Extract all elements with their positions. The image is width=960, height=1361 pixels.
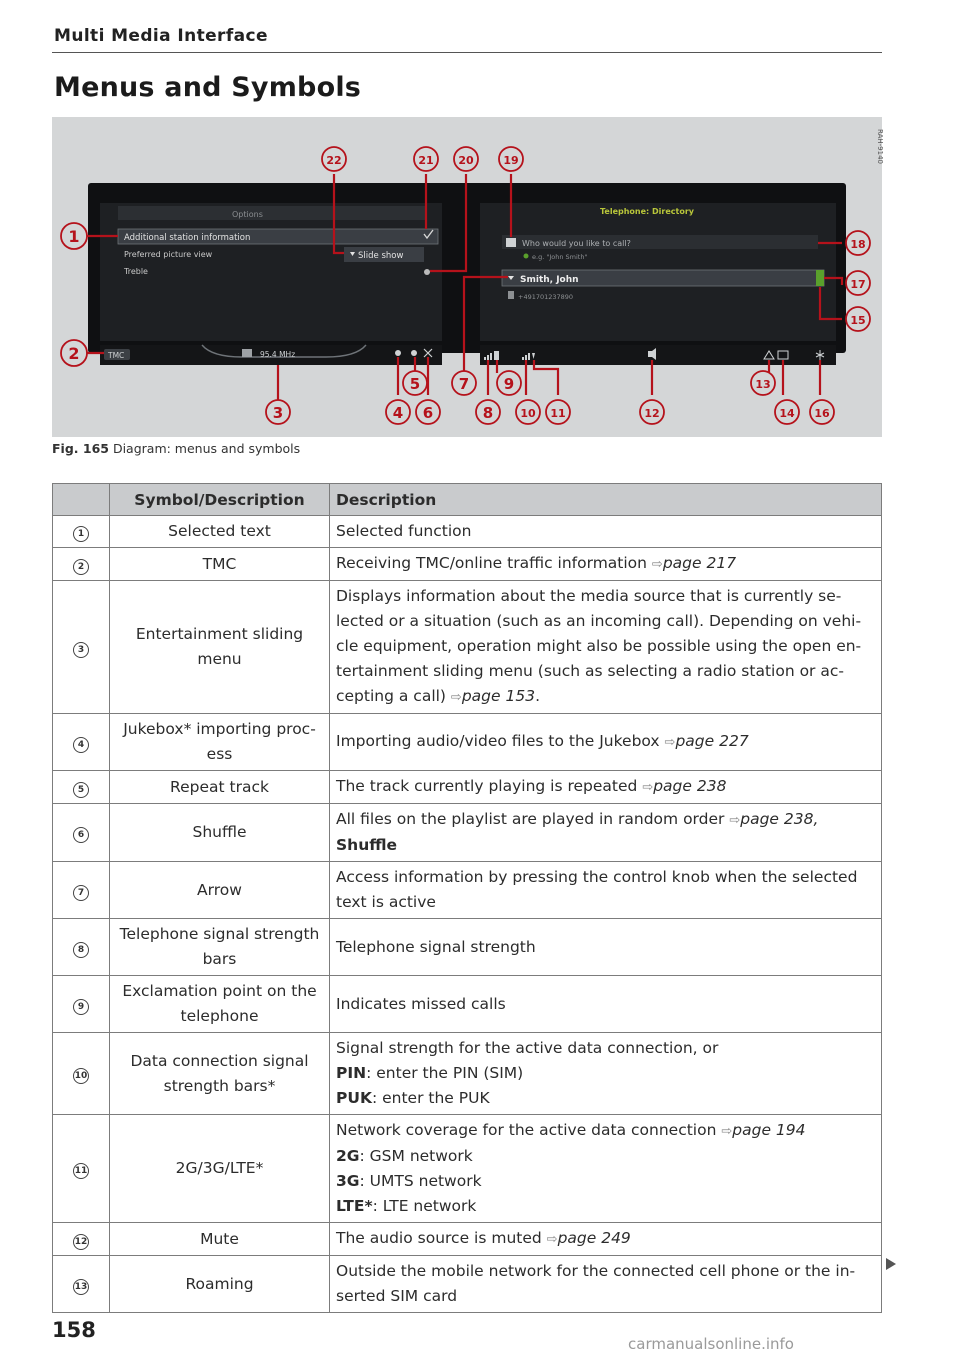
contact-name: Smith, John	[520, 275, 579, 285]
scroll-indicator	[816, 270, 824, 286]
symbol-name: Jukebox* importing proc-ess	[110, 714, 330, 771]
watermark: carmanualsonline.info	[628, 1335, 794, 1353]
symbol-name: TMC	[110, 548, 330, 581]
table-row	[53, 714, 882, 771]
term-label: 3G	[336, 1172, 360, 1190]
term-label: PUK	[336, 1089, 372, 1107]
row-number	[53, 771, 110, 804]
symbol-name: Arrow	[110, 862, 330, 919]
page-ref-link[interactable]: page 194	[732, 1121, 806, 1139]
options-title: Options	[232, 210, 263, 219]
svg-text:14: 14	[779, 407, 795, 420]
svg-text:5: 5	[409, 375, 421, 393]
figure-diagram	[52, 117, 882, 437]
header-num	[53, 484, 110, 516]
mobile-icon	[508, 291, 514, 299]
svg-text:11: 11	[550, 407, 566, 420]
callout-22	[322, 147, 346, 171]
callout-number-icon: 2	[73, 559, 89, 575]
callout-number-icon: 5	[73, 782, 89, 798]
svg-text:12: 12	[644, 407, 660, 420]
page-ref-arrow-icon: ⇨	[546, 1232, 558, 1247]
callout-number-icon: 1	[73, 526, 89, 542]
symbol-description	[330, 771, 882, 804]
callout-number-icon: 4	[73, 737, 89, 753]
row-number	[53, 581, 110, 714]
callout-14	[775, 400, 799, 424]
row-number	[53, 804, 110, 862]
callout-16	[810, 400, 834, 424]
symbol-name: Repeat track	[110, 771, 330, 804]
svg-text:19: 19	[503, 154, 519, 167]
symbol-description	[330, 1223, 882, 1256]
row-number	[53, 1256, 110, 1313]
symbol-description	[330, 976, 882, 1033]
row-number	[53, 976, 110, 1033]
description-text: Importing audio/video files to the Jukebox	[336, 732, 660, 750]
knob-icon	[424, 269, 430, 275]
svg-text:7: 7	[458, 375, 470, 393]
term-label: LTE*	[336, 1197, 373, 1215]
symbol-description	[330, 714, 882, 771]
callout-5	[403, 371, 427, 395]
term-label: 2G	[336, 1147, 360, 1165]
page-ref-arrow-icon: ⇨	[651, 557, 663, 572]
symbol-name: 2G/3G/LTE*	[110, 1115, 330, 1223]
ref-suffix: .	[535, 687, 540, 705]
menu-item-2: Preferred picture view	[124, 250, 213, 259]
row-number	[53, 1115, 110, 1223]
symbol-name: Roaming	[110, 1256, 330, 1313]
symbol-name: Exclamation point on the telephone	[110, 976, 330, 1033]
description-text: Receiving TMC/online traffic information	[336, 554, 647, 572]
table-row	[53, 804, 882, 862]
callout-17	[846, 271, 870, 295]
term-text: : enter the PUK	[371, 1089, 490, 1107]
row-number	[53, 919, 110, 976]
section-title: Multi Media Interface	[54, 26, 268, 46]
menus-symbols-diagram	[52, 117, 882, 437]
svg-text:15: 15	[850, 314, 866, 327]
page-title: Menus and Symbols	[54, 72, 362, 103]
symbol-name: Data connection signal strength bars*	[110, 1033, 330, 1115]
symbol-description	[330, 862, 882, 919]
svg-text:8: 8	[482, 404, 494, 422]
svg-text:20: 20	[458, 154, 474, 167]
callout-4	[386, 400, 410, 424]
callout-2	[61, 340, 87, 366]
bold-term: Shuffle	[336, 836, 398, 854]
callout-13	[751, 371, 775, 395]
prompt: Who would you like to call?	[522, 239, 631, 248]
symbol-name: Telephone signal strength bars	[110, 919, 330, 976]
symbol-name: Shuffle	[110, 804, 330, 862]
symbol-description	[330, 548, 882, 581]
table-row	[53, 919, 882, 976]
contact-number: +491701237890	[518, 293, 574, 301]
callout-number-icon: 8	[73, 942, 89, 958]
hint-dot	[524, 254, 529, 259]
callout-number-icon: 12	[73, 1234, 89, 1250]
hint: e.g. "John Smith"	[532, 253, 588, 261]
callout-18	[846, 231, 870, 255]
symbol-description	[330, 1256, 882, 1313]
symbols-table	[52, 483, 882, 1313]
description-text: All files on the playlist are played in random order	[336, 810, 725, 828]
continue-arrow-icon	[886, 1258, 896, 1270]
callout-21	[414, 147, 438, 171]
svg-text:22: 22	[326, 154, 342, 167]
symbol-name: Entertainment sliding menu	[110, 581, 330, 714]
svg-text:16: 16	[814, 407, 830, 420]
page-ref-arrow-icon: ⇨	[729, 813, 741, 828]
svg-text:1: 1	[68, 227, 80, 246]
callout-7	[452, 371, 476, 395]
symbol-description	[330, 516, 882, 548]
symbol-description	[330, 804, 882, 862]
callout-number-icon: 6	[73, 827, 89, 843]
symbol-description	[330, 919, 882, 976]
callout-8	[476, 400, 500, 424]
page-ref-arrow-icon: ⇨	[721, 1124, 733, 1139]
callout-number-icon: 9	[73, 999, 89, 1015]
description-text: Telephone signal strength	[336, 937, 536, 956]
term-text: : LTE network	[372, 1197, 477, 1215]
page-number: 158	[52, 1318, 96, 1342]
figure-caption	[52, 441, 300, 456]
callout-number-icon: 10	[73, 1068, 89, 1084]
callout-6	[416, 400, 440, 424]
frequency: 95.4 MHz	[260, 350, 296, 359]
table-row	[53, 1223, 882, 1256]
table-row	[53, 1115, 882, 1223]
page-ref-arrow-icon: ⇨	[450, 690, 462, 705]
table-row	[53, 581, 882, 714]
left-screen	[100, 203, 442, 341]
page-ref-link[interactable]: page 249	[557, 1229, 631, 1247]
table-row	[53, 862, 882, 919]
callout-3	[266, 400, 290, 424]
header-description: Description	[330, 484, 882, 516]
table-row	[53, 548, 882, 581]
options-header	[118, 206, 426, 220]
description-text: Access information by pressing the control knob when the selected text is active	[336, 868, 858, 911]
term-text: : UMTS network	[359, 1172, 482, 1190]
symbol-name: Mute	[110, 1223, 330, 1256]
table-row	[53, 1033, 882, 1115]
description-text: Signal strength for the active data connection, or	[336, 1039, 719, 1057]
svg-text:9: 9	[503, 375, 515, 393]
description-text: The audio source is muted	[336, 1229, 542, 1247]
callout-number-icon: 13	[73, 1279, 89, 1295]
page-ref-link[interactable]: page 153	[461, 687, 536, 705]
description-text: The track currently playing is repeated	[336, 777, 638, 795]
callout-12	[640, 400, 664, 424]
menu-item-1: Additional station information	[124, 233, 251, 243]
callout-number-icon: 7	[73, 885, 89, 901]
page-ref-arrow-icon: ⇨	[664, 735, 676, 750]
callout-15	[846, 307, 870, 331]
radio-icon	[242, 349, 252, 357]
caption-text: Diagram: menus and symbols	[112, 441, 301, 456]
row-number	[53, 1033, 110, 1115]
jukebox-icon	[395, 350, 401, 356]
missed-call-icon	[494, 351, 499, 360]
table-header-row	[53, 484, 882, 516]
row-number	[53, 516, 110, 548]
svg-text:13: 13	[755, 378, 771, 391]
svg-text:2: 2	[68, 344, 80, 363]
header-rule	[52, 52, 882, 53]
tmc-label: TMC	[108, 351, 125, 360]
page-ref-link[interactable]: page 238	[653, 777, 727, 795]
header-symbol: Symbol/Description	[110, 484, 330, 516]
svg-text:21: 21	[418, 154, 434, 167]
description-text: Indicates missed calls	[336, 994, 506, 1013]
term-label: PIN	[336, 1064, 367, 1082]
callout-11	[546, 400, 570, 424]
term-text: : enter the PIN (SIM)	[366, 1064, 524, 1082]
page-ref-arrow-icon: ⇨	[642, 780, 654, 795]
callout-9	[497, 371, 521, 395]
slide-show-label: Slide show	[358, 251, 404, 261]
caption-label: Fig. 165	[52, 441, 109, 456]
svg-text:17: 17	[850, 278, 866, 291]
figure-ref-id: RAH-9140	[876, 129, 884, 164]
callout-10	[516, 400, 540, 424]
page-ref-link[interactable]: page 238,	[740, 810, 819, 828]
description-text: Displays information about the media source that is currently se-lected or a situation (such as an incoming call). Depending on vehi-cle equipment, operation might also be possible using the open en-tertainment sliding menu (such as selecting a radio station or ac-cepting a call)	[336, 587, 862, 705]
symbol-description	[330, 1115, 882, 1223]
row-number	[53, 548, 110, 581]
description-text: Selected function	[336, 522, 472, 540]
symbol-description	[330, 581, 882, 714]
table-row	[53, 771, 882, 804]
page-ref-link[interactable]: page 217	[662, 554, 737, 572]
callout-number-icon: 3	[73, 642, 89, 658]
phone-icon	[506, 238, 516, 247]
svg-text:10: 10	[520, 407, 536, 420]
page-ref-link[interactable]: page 227	[675, 732, 749, 750]
directory-title: Telephone: Directory	[600, 207, 694, 216]
table-row	[53, 516, 882, 548]
svg-text:18: 18	[850, 238, 866, 251]
description-text: Network coverage for the active data connection	[336, 1121, 717, 1139]
svg-text:4: 4	[392, 404, 404, 422]
callout-20	[454, 147, 478, 171]
symbol-description	[330, 1033, 882, 1115]
menu-item-3: Treble	[124, 267, 148, 276]
callout-number-icon: 11	[73, 1163, 89, 1179]
row-number	[53, 1223, 110, 1256]
term-text: : GSM network	[359, 1147, 473, 1165]
callout-1	[61, 223, 87, 249]
callout-19	[499, 147, 523, 171]
table-row	[53, 976, 882, 1033]
row-number	[53, 714, 110, 771]
description-text: Outside the mobile network for the connected cell phone or the in-serted SIM card	[336, 1262, 856, 1305]
symbol-name: Selected text	[110, 516, 330, 548]
repeat-icon	[411, 350, 417, 356]
svg-text:6: 6	[422, 404, 434, 422]
row-number	[53, 862, 110, 919]
table-row	[53, 1256, 882, 1313]
svg-text:3: 3	[272, 404, 284, 422]
